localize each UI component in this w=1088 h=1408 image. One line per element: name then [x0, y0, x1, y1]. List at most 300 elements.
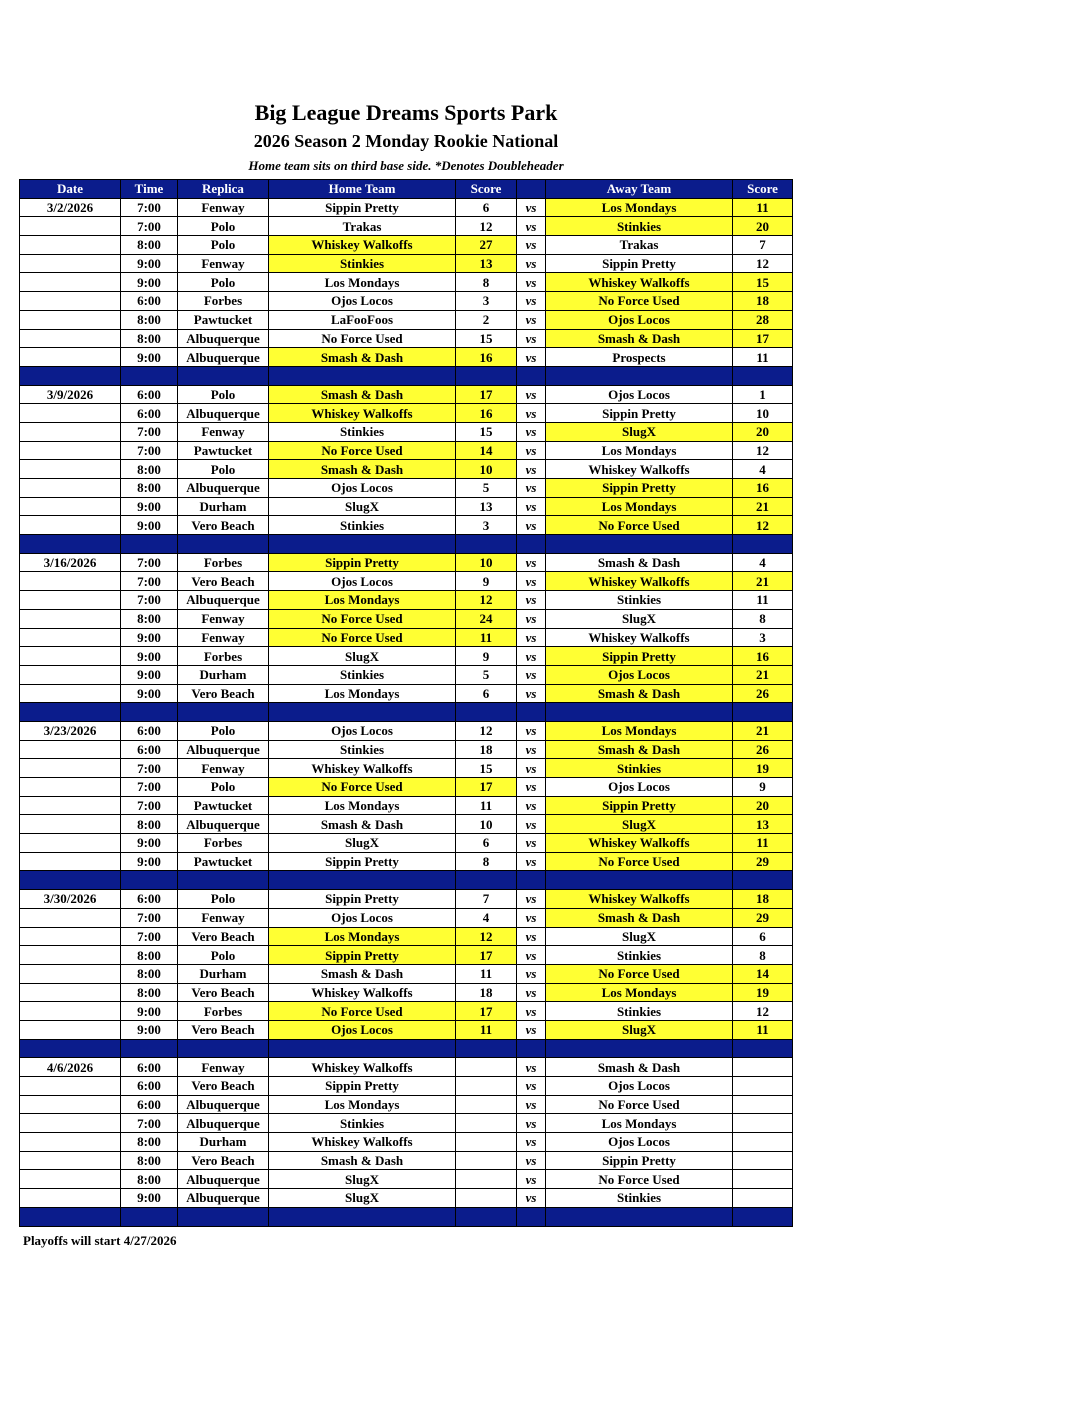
- away-score: 16: [733, 479, 793, 498]
- home-score: 11: [456, 796, 517, 815]
- game-time: 7:00: [121, 927, 178, 946]
- game-date: [20, 609, 121, 628]
- away-score: [733, 1114, 793, 1133]
- separator-cell: [121, 871, 178, 890]
- game-row: [20, 1170, 793, 1189]
- away-score: 7: [733, 236, 793, 255]
- vs-label: vs: [517, 609, 546, 628]
- separator-cell: [733, 1207, 793, 1226]
- vs-label: vs: [517, 908, 546, 927]
- away-score: 11: [733, 198, 793, 217]
- away-score: 26: [733, 740, 793, 759]
- home-score: 6: [456, 684, 517, 703]
- game-row: [20, 1133, 793, 1152]
- game-time: 8:00: [121, 460, 178, 479]
- vs-label: vs: [517, 1077, 546, 1096]
- away-score: 18: [733, 292, 793, 311]
- separator-cell: [269, 1039, 456, 1058]
- game-field: Polo: [178, 890, 269, 909]
- away-score: 17: [733, 329, 793, 348]
- away-score: 12: [733, 441, 793, 460]
- game-date: [20, 983, 121, 1002]
- game-date: [20, 964, 121, 983]
- page-subtitle: 2026 Season 2 Monday Rookie National: [253, 131, 559, 151]
- away-score: 4: [733, 460, 793, 479]
- game-row: [20, 647, 793, 666]
- separator-cell: [20, 535, 121, 554]
- home-team: Stinkies: [269, 254, 456, 273]
- vs-label: vs: [517, 815, 546, 834]
- game-date: 3/2/2026: [20, 198, 121, 217]
- game-row: [20, 1114, 793, 1133]
- home-score: 10: [456, 553, 517, 572]
- home-team: Ojos Locos: [269, 572, 456, 591]
- game-time: 7:00: [121, 908, 178, 927]
- vs-label: vs: [517, 441, 546, 460]
- game-field: Albuquerque: [178, 591, 269, 610]
- game-field: Albuquerque: [178, 1170, 269, 1189]
- game-row: [20, 1095, 793, 1114]
- away-score: 21: [733, 721, 793, 740]
- game-date: [20, 404, 121, 423]
- game-time: 9:00: [121, 348, 178, 367]
- away-team: SlugX: [546, 422, 733, 441]
- game-time: 9:00: [121, 1189, 178, 1208]
- vs-label: vs: [517, 796, 546, 815]
- game-field: Pawtucket: [178, 852, 269, 871]
- home-team: Smash & Dash: [269, 964, 456, 983]
- separator-cell: [517, 535, 546, 554]
- home-team: No Force Used: [269, 609, 456, 628]
- game-field: Polo: [178, 217, 269, 236]
- home-score: 9: [456, 647, 517, 666]
- game-date: [20, 1095, 121, 1114]
- separator-cell: [178, 871, 269, 890]
- game-time: 8:00: [121, 329, 178, 348]
- separator-cell: [546, 535, 733, 554]
- away-team: Los Mondays: [546, 1114, 733, 1133]
- home-score: 27: [456, 236, 517, 255]
- game-row: [20, 1077, 793, 1096]
- header-away-score: Score: [733, 180, 793, 199]
- home-score: 8: [456, 852, 517, 871]
- game-field: Vero Beach: [178, 572, 269, 591]
- away-score: 12: [733, 254, 793, 273]
- home-team: No Force Used: [269, 329, 456, 348]
- home-score: 11: [456, 628, 517, 647]
- game-row: [20, 1020, 793, 1039]
- home-score: 12: [456, 217, 517, 236]
- game-time: 7:00: [121, 759, 178, 778]
- away-team: Sippin Pretty: [546, 647, 733, 666]
- away-team: Sippin Pretty: [546, 796, 733, 815]
- away-score: 9: [733, 778, 793, 797]
- home-team: SlugX: [269, 497, 456, 516]
- away-team: Stinkies: [546, 1002, 733, 1021]
- away-score: [733, 1095, 793, 1114]
- separator-cell: [546, 1207, 733, 1226]
- away-team: Whiskey Walkoffs: [546, 628, 733, 647]
- game-date: [20, 628, 121, 647]
- home-score: 17: [456, 1002, 517, 1021]
- game-date: [20, 1189, 121, 1208]
- game-field: Albuquerque: [178, 1114, 269, 1133]
- home-team: SlugX: [269, 1170, 456, 1189]
- game-time: 6:00: [121, 1077, 178, 1096]
- away-score: 11: [733, 1020, 793, 1039]
- home-score: 10: [456, 460, 517, 479]
- vs-label: vs: [517, 946, 546, 965]
- game-row: [20, 778, 793, 797]
- game-time: 9:00: [121, 834, 178, 853]
- game-field: Polo: [178, 385, 269, 404]
- vs-label: vs: [517, 385, 546, 404]
- vs-label: vs: [517, 721, 546, 740]
- away-team: Whiskey Walkoffs: [546, 273, 733, 292]
- home-team: Ojos Locos: [269, 479, 456, 498]
- separator-cell: [20, 1207, 121, 1226]
- home-team: Stinkies: [269, 1114, 456, 1133]
- away-team: No Force Used: [546, 516, 733, 535]
- home-score: [456, 1095, 517, 1114]
- schedule-body: [20, 198, 793, 1226]
- game-date: [20, 759, 121, 778]
- game-row: [20, 404, 793, 423]
- away-team: Sippin Pretty: [546, 254, 733, 273]
- game-field: Polo: [178, 460, 269, 479]
- home-team: Stinkies: [269, 422, 456, 441]
- game-time: 6:00: [121, 404, 178, 423]
- vs-label: vs: [517, 460, 546, 479]
- separator-cell: [269, 535, 456, 554]
- game-time: 8:00: [121, 946, 178, 965]
- home-score: 24: [456, 609, 517, 628]
- home-score: 4: [456, 908, 517, 927]
- away-score: 19: [733, 759, 793, 778]
- home-score: 2: [456, 310, 517, 329]
- separator-cell: [121, 1207, 178, 1226]
- away-score: 11: [733, 348, 793, 367]
- vs-label: vs: [517, 254, 546, 273]
- home-score: 14: [456, 441, 517, 460]
- game-date: [20, 254, 121, 273]
- vs-label: vs: [517, 348, 546, 367]
- away-score: 3: [733, 628, 793, 647]
- game-row: [20, 217, 793, 236]
- separator-cell: [20, 871, 121, 890]
- game-field: Durham: [178, 1133, 269, 1152]
- game-date: [20, 665, 121, 684]
- away-team: Stinkies: [546, 591, 733, 610]
- separator-cell: [269, 1207, 456, 1226]
- game-field: Fenway: [178, 254, 269, 273]
- separator-cell: [456, 1039, 517, 1058]
- game-row: [20, 441, 793, 460]
- game-date: [20, 647, 121, 666]
- game-field: Durham: [178, 964, 269, 983]
- page-title: Big League Dreams Sports Park: [254, 100, 558, 125]
- home-team: Sippin Pretty: [269, 198, 456, 217]
- home-team: Trakas: [269, 217, 456, 236]
- away-team: Whiskey Walkoffs: [546, 890, 733, 909]
- vs-label: vs: [517, 591, 546, 610]
- home-team: Smash & Dash: [269, 460, 456, 479]
- game-row: [20, 684, 793, 703]
- game-time: 8:00: [121, 983, 178, 1002]
- away-team: Stinkies: [546, 1189, 733, 1208]
- game-field: Albuquerque: [178, 348, 269, 367]
- away-team: No Force Used: [546, 852, 733, 871]
- game-field: Pawtucket: [178, 441, 269, 460]
- game-time: 9:00: [121, 1002, 178, 1021]
- game-row: [20, 740, 793, 759]
- home-score: 3: [456, 292, 517, 311]
- game-row: [20, 348, 793, 367]
- vs-label: vs: [517, 236, 546, 255]
- home-score: 7: [456, 890, 517, 909]
- separator-cell: [456, 535, 517, 554]
- game-field: Polo: [178, 273, 269, 292]
- game-date: 3/9/2026: [20, 385, 121, 404]
- vs-label: vs: [517, 927, 546, 946]
- away-team: Stinkies: [546, 217, 733, 236]
- game-time: 7:00: [121, 778, 178, 797]
- away-team: SlugX: [546, 609, 733, 628]
- home-team: Los Mondays: [269, 1095, 456, 1114]
- home-team: No Force Used: [269, 778, 456, 797]
- away-team: Ojos Locos: [546, 385, 733, 404]
- away-score: 16: [733, 647, 793, 666]
- header-home-score: Score: [456, 180, 517, 199]
- home-team: Whiskey Walkoffs: [269, 1133, 456, 1152]
- vs-label: vs: [517, 1095, 546, 1114]
- vs-label: vs: [517, 553, 546, 572]
- away-team: Los Mondays: [546, 721, 733, 740]
- vs-label: vs: [517, 890, 546, 909]
- away-team: Ojos Locos: [546, 1133, 733, 1152]
- away-score: 13: [733, 815, 793, 834]
- game-row: [20, 591, 793, 610]
- vs-label: vs: [517, 292, 546, 311]
- separator-cell: [178, 366, 269, 385]
- home-team: SlugX: [269, 647, 456, 666]
- away-team: SlugX: [546, 815, 733, 834]
- week-separator-row: [20, 1039, 793, 1058]
- home-team: Smash & Dash: [269, 385, 456, 404]
- separator-cell: [733, 535, 793, 554]
- game-time: 6:00: [121, 890, 178, 909]
- game-time: 7:00: [121, 198, 178, 217]
- vs-label: vs: [517, 198, 546, 217]
- game-time: 8:00: [121, 1133, 178, 1152]
- game-time: 8:00: [121, 609, 178, 628]
- home-team: Whiskey Walkoffs: [269, 759, 456, 778]
- away-score: 1: [733, 385, 793, 404]
- game-field: Albuquerque: [178, 815, 269, 834]
- game-row: [20, 310, 793, 329]
- away-team: Los Mondays: [546, 198, 733, 217]
- vs-label: vs: [517, 329, 546, 348]
- game-row: [20, 628, 793, 647]
- game-time: 9:00: [121, 516, 178, 535]
- game-row: [20, 964, 793, 983]
- away-score: 26: [733, 684, 793, 703]
- game-field: Albuquerque: [178, 1189, 269, 1208]
- away-team: Smash & Dash: [546, 684, 733, 703]
- game-date: [20, 1077, 121, 1096]
- game-row: [20, 721, 793, 740]
- game-row: [20, 497, 793, 516]
- away-score: 20: [733, 422, 793, 441]
- vs-label: vs: [517, 273, 546, 292]
- home-team: Los Mondays: [269, 927, 456, 946]
- away-score: 11: [733, 591, 793, 610]
- separator-cell: [517, 703, 546, 722]
- game-date: [20, 236, 121, 255]
- away-team: SlugX: [546, 1020, 733, 1039]
- game-row: [20, 1151, 793, 1170]
- game-date: [20, 292, 121, 311]
- game-field: Fenway: [178, 908, 269, 927]
- away-score: 6: [733, 927, 793, 946]
- vs-label: vs: [517, 497, 546, 516]
- away-team: Prospects: [546, 348, 733, 367]
- game-field: Albuquerque: [178, 740, 269, 759]
- vs-label: vs: [517, 516, 546, 535]
- away-team: Trakas: [546, 236, 733, 255]
- away-team: Ojos Locos: [546, 310, 733, 329]
- game-date: [20, 572, 121, 591]
- game-field: Vero Beach: [178, 684, 269, 703]
- away-score: 29: [733, 908, 793, 927]
- home-team: SlugX: [269, 1189, 456, 1208]
- home-team: Stinkies: [269, 516, 456, 535]
- separator-cell: [456, 366, 517, 385]
- separator-cell: [456, 1207, 517, 1226]
- vs-label: vs: [517, 310, 546, 329]
- home-score: 17: [456, 946, 517, 965]
- game-field: Fenway: [178, 628, 269, 647]
- game-field: Forbes: [178, 1002, 269, 1021]
- home-score: 15: [456, 759, 517, 778]
- home-score: 15: [456, 329, 517, 348]
- week-separator-row: [20, 871, 793, 890]
- game-field: Vero Beach: [178, 983, 269, 1002]
- game-field: Fenway: [178, 759, 269, 778]
- header-vs: [517, 180, 546, 199]
- home-team: Ojos Locos: [269, 908, 456, 927]
- separator-cell: [178, 535, 269, 554]
- vs-label: vs: [517, 1020, 546, 1039]
- home-team: Ojos Locos: [269, 292, 456, 311]
- separator-cell: [733, 871, 793, 890]
- separator-cell: [121, 1039, 178, 1058]
- home-team: No Force Used: [269, 628, 456, 647]
- game-row: [20, 479, 793, 498]
- separator-cell: [269, 366, 456, 385]
- home-score: 13: [456, 254, 517, 273]
- week-separator-row: [20, 366, 793, 385]
- game-time: 7:00: [121, 553, 178, 572]
- game-row: [20, 460, 793, 479]
- game-time: 7:00: [121, 422, 178, 441]
- game-field: Albuquerque: [178, 479, 269, 498]
- vs-label: vs: [517, 572, 546, 591]
- game-date: [20, 834, 121, 853]
- game-time: 7:00: [121, 1114, 178, 1133]
- vs-label: vs: [517, 217, 546, 236]
- vs-label: vs: [517, 684, 546, 703]
- away-score: 8: [733, 946, 793, 965]
- game-field: Durham: [178, 497, 269, 516]
- game-time: 6:00: [121, 740, 178, 759]
- game-field: Forbes: [178, 647, 269, 666]
- week-separator-row: [20, 1207, 793, 1226]
- home-score: 16: [456, 348, 517, 367]
- home-score: 5: [456, 479, 517, 498]
- game-field: Vero Beach: [178, 1151, 269, 1170]
- away-score: 21: [733, 665, 793, 684]
- vs-label: vs: [517, 404, 546, 423]
- away-team: Sippin Pretty: [546, 404, 733, 423]
- home-team: Smash & Dash: [269, 348, 456, 367]
- game-field: Fenway: [178, 198, 269, 217]
- away-team: No Force Used: [546, 964, 733, 983]
- game-row: [20, 198, 793, 217]
- separator-cell: [546, 366, 733, 385]
- away-team: Smash & Dash: [546, 740, 733, 759]
- separator-cell: [20, 366, 121, 385]
- game-row: [20, 422, 793, 441]
- game-time: 7:00: [121, 796, 178, 815]
- home-team: Stinkies: [269, 665, 456, 684]
- game-date: [20, 516, 121, 535]
- game-date: [20, 329, 121, 348]
- game-date: 3/23/2026: [20, 721, 121, 740]
- game-date: [20, 796, 121, 815]
- game-row: [20, 852, 793, 871]
- away-team: No Force Used: [546, 1095, 733, 1114]
- game-field: Vero Beach: [178, 927, 269, 946]
- vs-label: vs: [517, 852, 546, 871]
- away-team: Whiskey Walkoffs: [546, 834, 733, 853]
- game-field: Polo: [178, 236, 269, 255]
- away-team: Smash & Dash: [546, 908, 733, 927]
- home-team: Sippin Pretty: [269, 852, 456, 871]
- header-home-team: Home Team: [269, 180, 456, 199]
- away-score: 20: [733, 217, 793, 236]
- game-row: [20, 796, 793, 815]
- separator-cell: [517, 1207, 546, 1226]
- vs-label: vs: [517, 759, 546, 778]
- away-team: SlugX: [546, 927, 733, 946]
- game-date: [20, 497, 121, 516]
- game-time: 8:00: [121, 236, 178, 255]
- home-team: Ojos Locos: [269, 721, 456, 740]
- away-score: 12: [733, 516, 793, 535]
- vs-label: vs: [517, 1189, 546, 1208]
- home-score: 12: [456, 927, 517, 946]
- header-away-team: Away Team: [546, 180, 733, 199]
- game-date: [20, 908, 121, 927]
- home-team: No Force Used: [269, 1002, 456, 1021]
- game-date: [20, 778, 121, 797]
- home-score: [456, 1133, 517, 1152]
- game-time: 8:00: [121, 1151, 178, 1170]
- game-date: [20, 815, 121, 834]
- game-date: [20, 422, 121, 441]
- game-time: 9:00: [121, 647, 178, 666]
